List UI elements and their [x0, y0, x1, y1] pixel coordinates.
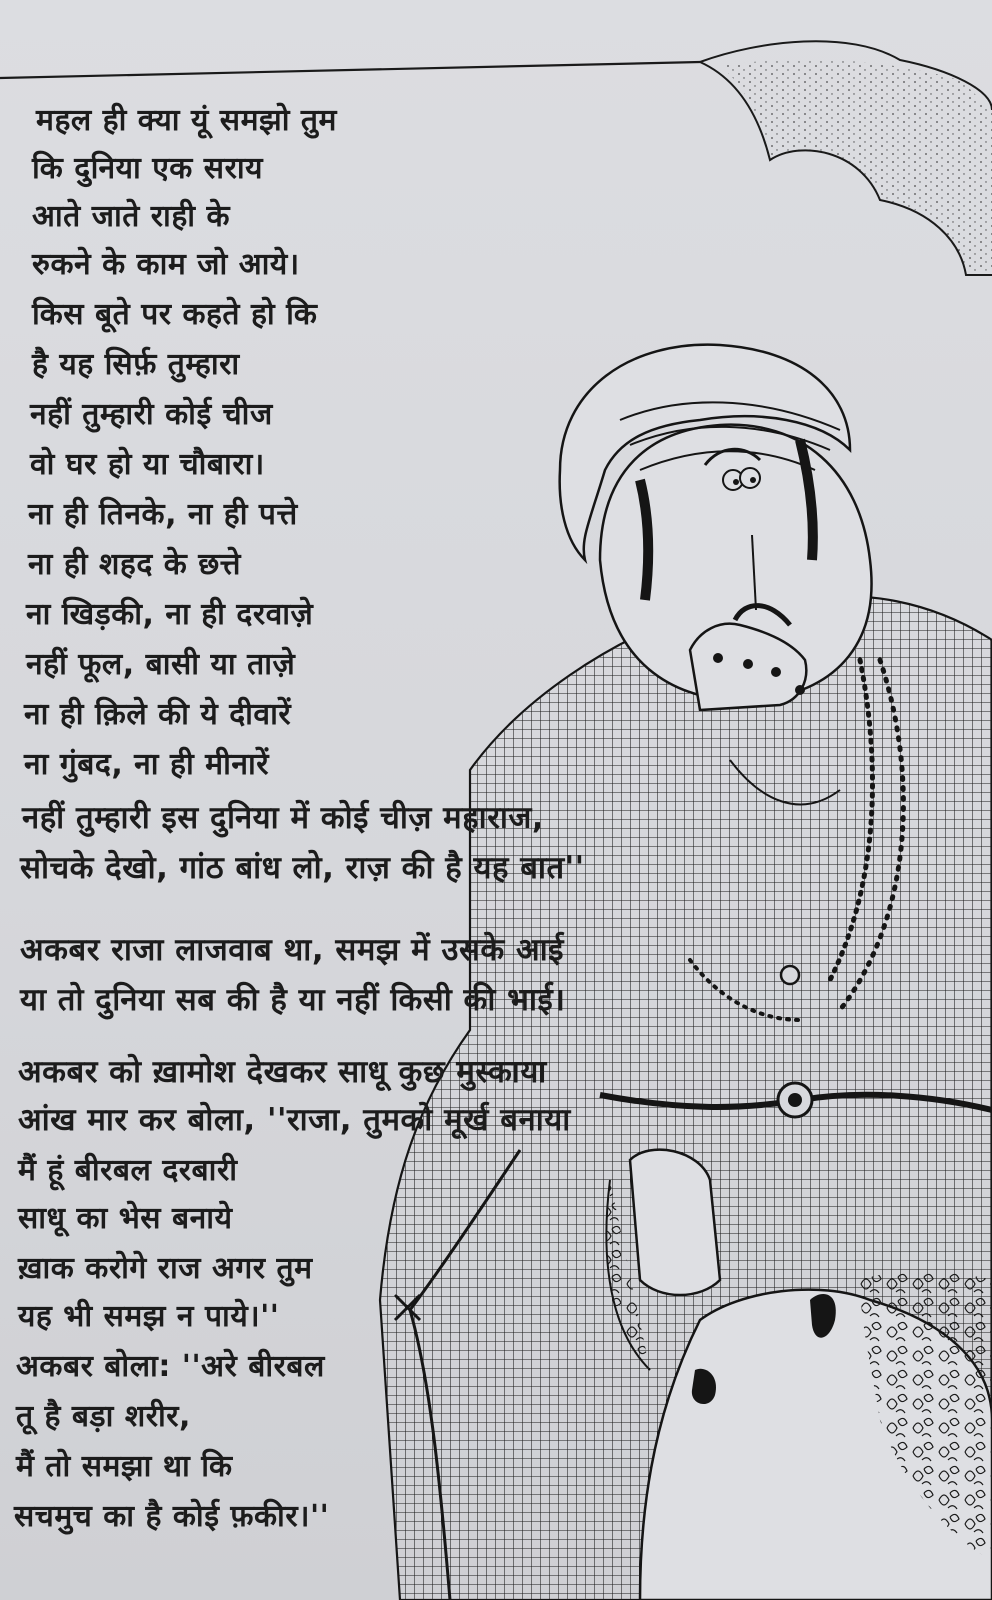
verse-line: नहीं फूल, बासी या ताज़े [26, 647, 296, 682]
verse-line: आंख मार कर बोला, ''राजा, तुमको मूर्ख बनाया [18, 1102, 571, 1138]
verse-line: ना ही तिनके, ना ही पत्ते [28, 497, 298, 532]
verse-line: अकबर को ख़ामोश देखकर साधू कुछ मुस्काया [18, 1054, 547, 1090]
verse-line: महल ही क्या यूं समझो तुम [36, 103, 337, 138]
verse-line: नहीं तुम्हारी कोई चीज [30, 397, 273, 432]
verse-line: ना गुंबद, ना ही मीनारें [24, 747, 270, 782]
verse-line: ख़ाक करोगे राज अगर तुम [18, 1251, 313, 1286]
verse-line: मैं तो समझा था कि [16, 1449, 233, 1484]
verse-line: आते जाते राही के [32, 199, 231, 234]
verse-line: वो घर हो या चौबारा। [30, 447, 265, 482]
verse-line: अकबर बोला: ''अरे बीरबल [16, 1349, 325, 1384]
verse-line: तू है बड़ा शरीर, [16, 1399, 191, 1434]
verse-line: ना ही क़िले की ये दीवारें [24, 697, 292, 732]
verse-line: सोचके देखो, गांठ बांध लो, राज़ की है यह बात'' [20, 850, 585, 886]
verse-line: या तो दुनिया सब की है या नहीं किसी की भाई। [20, 982, 566, 1018]
verse-line: यह भी समझ न पाये।'' [18, 1299, 280, 1334]
verse-line: साधू का भेस बनाये [18, 1201, 233, 1236]
verse-line: ना खिड़की, ना ही दरवाज़े [26, 597, 314, 632]
verse-line: कि दुनिया एक सराय [32, 151, 264, 186]
verse-line: सचमुच का है कोई फ़कीर।'' [14, 1499, 330, 1534]
verse-line: है यह सिर्फ़ तुम्हारा [32, 347, 240, 382]
verse-line: अकबर राजा लाजवाब था, समझ में उसके आई [20, 932, 564, 968]
verse-line: ना ही शहद के छत्ते [28, 547, 241, 582]
verse-line: रुकने के काम जो आये। [32, 247, 300, 282]
verse-line: मैं हूं बीरबल दरबारी [18, 1153, 238, 1188]
verse-line: नहीं तुम्हारी इस दुनिया में कोई चीज़ महाराज, [22, 800, 545, 836]
verse-line: किस बूते पर कहते हो कि [32, 297, 318, 332]
